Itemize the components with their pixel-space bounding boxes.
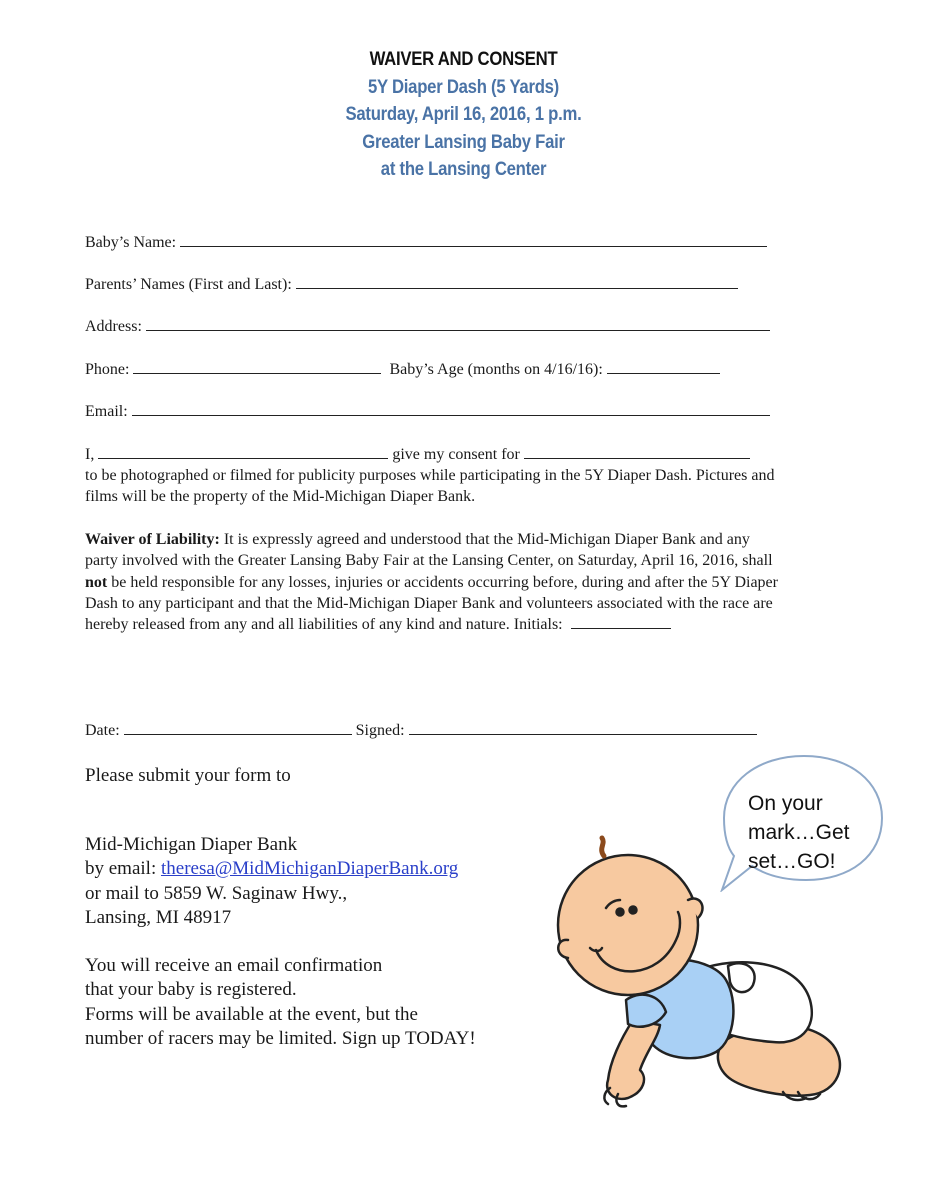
consent-text: to be photographed or filmed for publicity purposes while participating in the 5Y Diaper Dash. Pictures and films will be the property of the Mid-Michigan Diaper Bank. <box>85 467 775 506</box>
crawling-baby-icon <box>548 830 858 1130</box>
email-prefix: by email: <box>85 858 161 880</box>
note-line-2: that your baby is registered. <box>85 979 297 1001</box>
consent-row <box>85 444 750 464</box>
email-line <box>85 857 476 881</box>
event-venue: Greater Lansing Baby Fair <box>362 132 565 153</box>
address-field[interactable] <box>146 316 770 331</box>
signature-field[interactable] <box>409 720 757 735</box>
event-name: 5Y Diaper Dash (5 Yards) <box>367 77 559 98</box>
email-link[interactable]: theresa@MidMichiganDiaperBank.org <box>160 858 459 880</box>
waiver-text-1: It is expressly agreed and understood that the Mid-Michigan Diaper Bank and any party involved with the Greater Lansing Baby Fair at the Lansing Center, on Saturday, April 16, 2016, shall <box>85 531 773 570</box>
note-line-1: You will receive an email confirmation <box>85 955 383 977</box>
babys-name-label: Baby’s Name: <box>85 234 177 251</box>
consent-name-field[interactable] <box>98 444 388 459</box>
phone-label: Phone: <box>85 361 130 378</box>
babys-age-field[interactable] <box>607 359 720 374</box>
waiver-bold-not: not <box>85 573 108 591</box>
bubble-line-2: mark…Get <box>748 821 850 844</box>
parents-names-row <box>85 274 738 294</box>
phone-field[interactable] <box>133 359 381 374</box>
date-label: Date: <box>85 722 120 739</box>
email-row <box>85 401 770 421</box>
address-row <box>85 316 770 336</box>
city-line: Lansing, MI 48917 <box>85 906 232 928</box>
org-name: Mid-Michigan Diaper Bank <box>85 834 298 855</box>
waiver-paragraph <box>85 529 783 635</box>
consent-baby-field[interactable] <box>524 444 750 459</box>
waiver-heading: Waiver of Liability: <box>85 531 220 548</box>
document-title: WAIVER AND CONSENT <box>369 49 558 70</box>
address-label: Address: <box>85 318 142 335</box>
note-line-3: Forms will be available at the event, but the <box>85 1003 418 1025</box>
bubble-line-3: set…GO! <box>748 850 836 873</box>
parents-names-label: Parents’ Names (First and Last): <box>85 276 292 293</box>
parents-names-field[interactable] <box>296 274 738 289</box>
event-location: at the Lansing Center <box>380 159 547 180</box>
submit-intro: Please submit your form to <box>85 765 291 786</box>
date-signed-row <box>85 720 757 740</box>
consent-middle: give my consent for <box>392 446 520 463</box>
signed-label: Signed: <box>355 722 405 739</box>
initials-field[interactable] <box>571 614 671 629</box>
phone-age-row <box>85 359 720 379</box>
babys-name-row <box>85 232 767 252</box>
mail-line: or mail to 5859 W. Saginaw Hwy., <box>85 882 348 904</box>
babys-age-label: Baby’s Age (months on 4/16/16): <box>389 361 603 378</box>
date-field[interactable] <box>124 720 352 735</box>
bubble-line-1: On your <box>748 792 823 815</box>
email-label: Email: <box>85 403 128 420</box>
note-line-4: number of racers may be limited. Sign up TODAY! <box>85 1028 476 1050</box>
email-field[interactable] <box>132 401 770 416</box>
event-datetime: Saturday, April 16, 2016, 1 p.m. <box>345 104 582 125</box>
waiver-text-2: be held responsible for any losses, injuries or accidents occurring before, during and after the 5Y Diaper Dash to any participant and that the Mid-Michigan Diaper Bank and volunteers associated with the race are hereby released from any and all liabilities of any kind and nature. Initials: <box>85 573 778 634</box>
submit-details <box>85 833 476 1051</box>
consent-prefix: I, <box>85 446 95 463</box>
babys-name-field[interactable] <box>180 232 767 247</box>
